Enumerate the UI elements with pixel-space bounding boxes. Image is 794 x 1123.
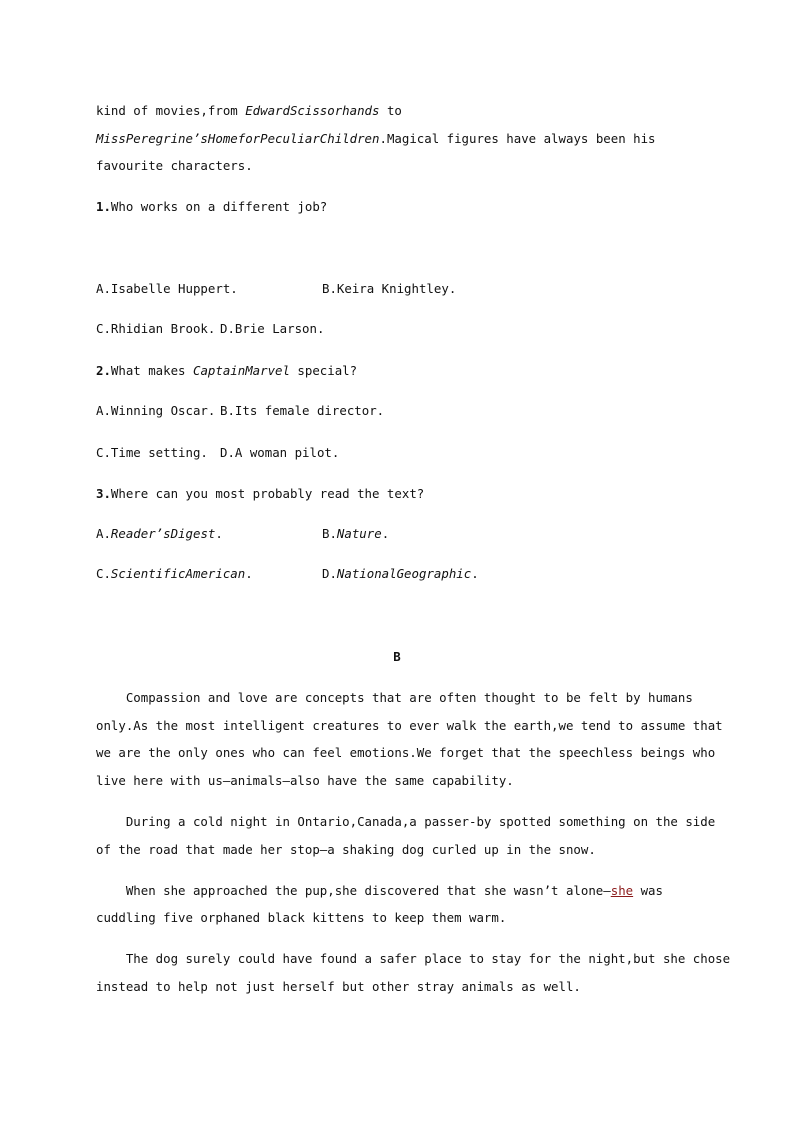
question-number: 3. — [96, 486, 111, 501]
question-text: Who works on a different job? — [110, 199, 328, 214]
intro-line-3: favourite characters. — [96, 158, 253, 173]
q3-option-c: C.ScientificAmerican. — [96, 566, 253, 581]
q3-option-a: A.Reader’sDigest. — [96, 526, 223, 541]
publication-title: ScientificAmerican — [110, 566, 246, 581]
q2-option-b: B.Its female director. — [220, 403, 385, 418]
paragraph-1-line-2: only.As the most intelligent creatures to ever walk the earth,we tend to assume that — [96, 718, 723, 733]
q3-option-b: B.Nature. — [322, 526, 390, 541]
q3-option-d: D.NationalGeographic. — [322, 566, 479, 581]
paragraph-1-line-1: Compassion and love are concepts that are often thought to be felt by humans — [96, 690, 693, 705]
question-1 — [96, 199, 327, 215]
marked-word: she — [610, 883, 634, 898]
paragraph-3-line-1: When she approached the pup,she discovered that she wasn’t alone—she was — [96, 883, 663, 898]
publication-title: Nature — [336, 526, 382, 541]
q2-option-c: C.Time setting. — [96, 445, 208, 460]
q1-option-a: A.Isabelle Huppert. — [96, 281, 238, 296]
question-3 — [96, 486, 424, 502]
intro-text: kind of movies,from — [96, 103, 246, 118]
question-text: special? — [289, 363, 358, 378]
paragraph-4-line-2: instead to help not just herself but other stray animals as well. — [96, 979, 581, 994]
paragraph-2-line-2: of the road that made her stop—a shaking dog curled up in the snow. — [96, 842, 596, 857]
q1-option-d: D.Brie Larson. — [220, 321, 325, 336]
intro-line-1 — [96, 103, 402, 119]
paragraph-2-line-1: During a cold night in Ontario,Canada,a passer-by spotted something on the side — [96, 814, 716, 829]
question-2 — [96, 363, 357, 379]
question-number: 2. — [96, 363, 111, 378]
q1-option-c: C.Rhidian Brook. — [96, 321, 216, 336]
movie-title: CaptainMarvel — [192, 363, 290, 378]
section-heading: B — [393, 649, 401, 664]
intro-text: .Magical figures have always been his — [379, 131, 656, 146]
q1-option-b: B.Keira Knightley. — [322, 281, 457, 296]
publication-title: NationalGeographic — [336, 566, 472, 581]
q2-option-d: D.A woman pilot. — [220, 445, 340, 460]
question-text: Where can you most probably read the text? — [110, 486, 425, 501]
publication-title: Reader’sDigest — [110, 526, 216, 541]
intro-text: to — [379, 103, 402, 118]
paragraph-4-line-1: The dog surely could have found a safer place to stay for the night,but she chose — [96, 951, 731, 966]
q2-option-a: A.Winning Oscar. — [96, 403, 216, 418]
paragraph-1-line-3: we are the only ones who can feel emotions.We forget that the speechless beings who — [96, 745, 716, 760]
intro-line-2 — [96, 131, 656, 147]
paragraph-3-line-2: cuddling five orphaned black kittens to keep them warm. — [96, 910, 507, 925]
movie-title: EdwardScissorhands — [245, 103, 380, 118]
movie-title: MissPeregrine’sHomeforPeculiarChildren — [96, 131, 380, 146]
paragraph-1-line-4: live here with us—animals—also have the same capability. — [96, 773, 514, 788]
question-text: What makes — [110, 363, 193, 378]
question-number: 1. — [96, 199, 111, 214]
